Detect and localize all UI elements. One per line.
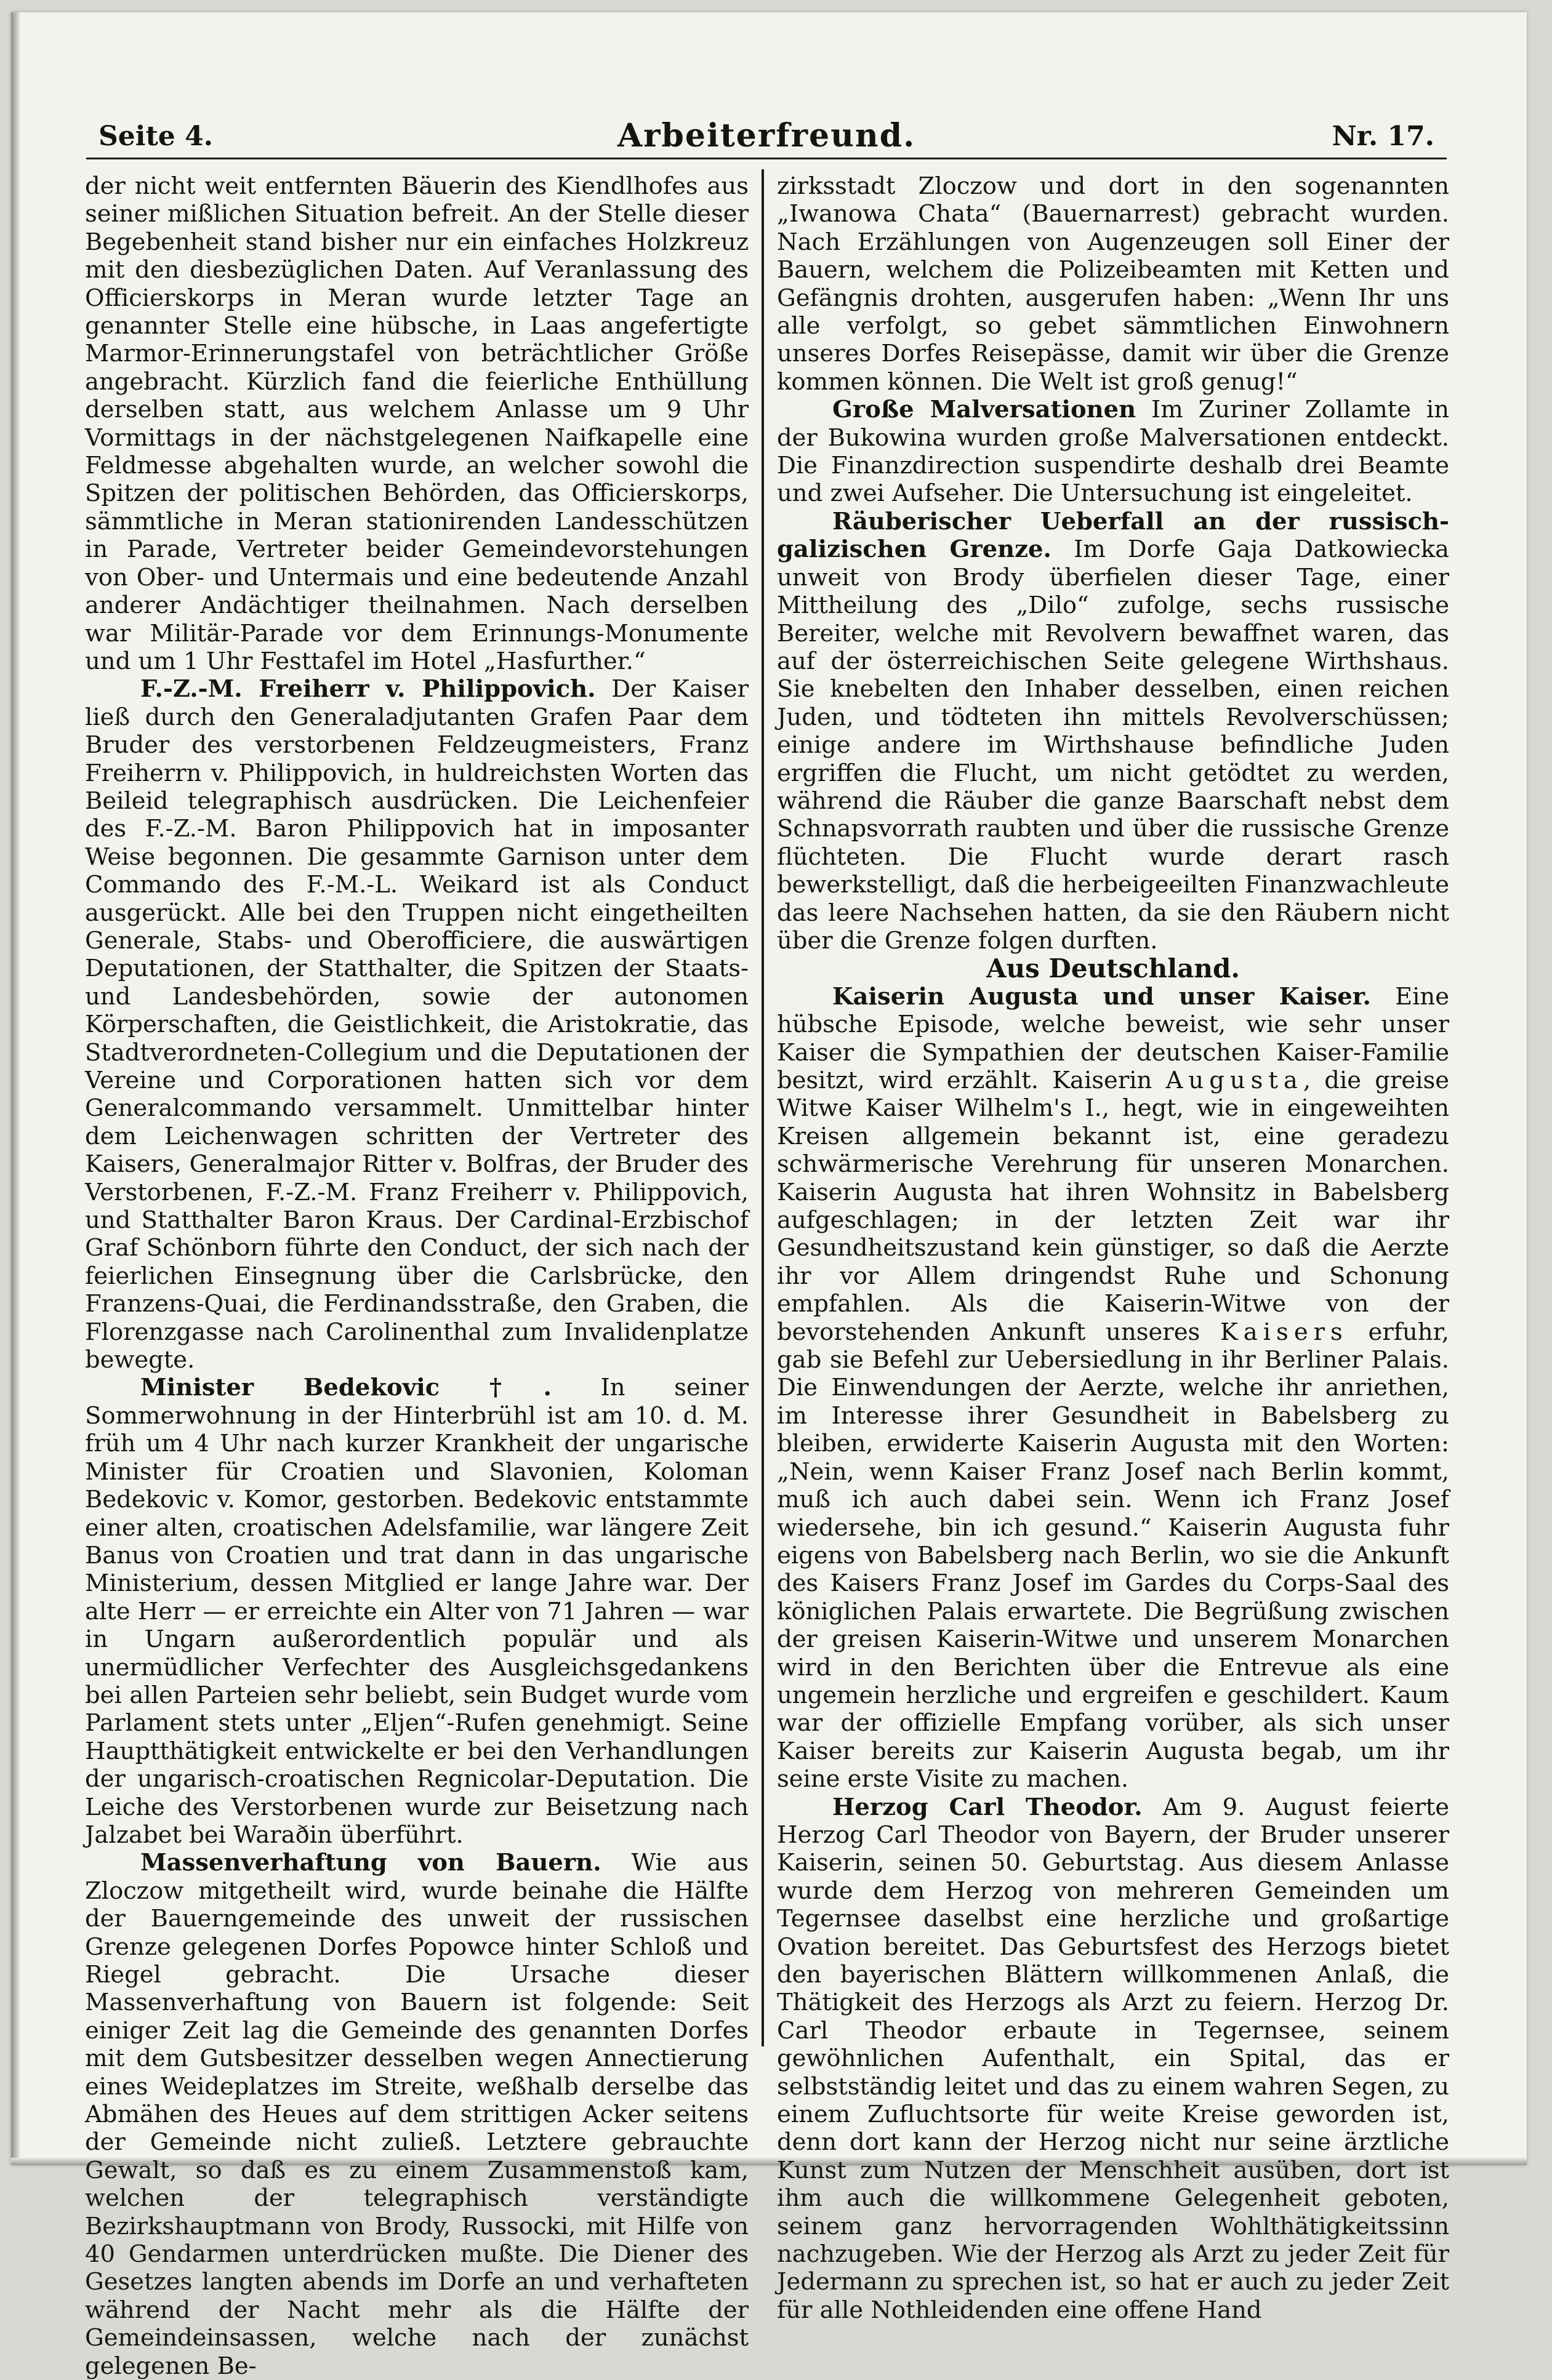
article-paragraph <box>777 396 1449 508</box>
left-column <box>85 172 749 2380</box>
article-heading: Massenverhaftung von Bauern. <box>140 1849 601 1877</box>
article-text: In seiner Sommerwohnung in der Hinterbrühl ist am 10. d. M. früh um 4 Uhr nach kurzer Krankheit der ungarische Minister für Croatien und Slavonien, Koloman Bedekovic v. Komor, gestorben. Bedekovic entstammte einer alten, croatischen Adelsfamilie, war längere Zeit Banus von Croatien und trat dann in das ungarische Ministerium, dessen Mitglied er lange Jahre war. Der alte Herr — er erreichte ein Alter von 71 Jahren — war in Ungarn außerordentlich populär und als unermüdlicher Verfechter des Ausgleichsgedankens bei allen Parteien sehr beliebt, sein Budget wurde vom Parlament stets unter „Eljen“-Rufen genehmigt. Seine Hauptthätigkeit entwickelte er bei den Verhandlungen der ungarisch-croatischen Regnicolar-Deputation. Die Leiche des Verstorbenen wurde zur Beisetzung nach Jalzabet bei Waraðin überführt. <box>85 1374 749 1849</box>
header-rule <box>86 158 1447 159</box>
article-paragraph <box>85 1849 749 2380</box>
issue-number: Nr. 17. <box>1332 121 1434 152</box>
article-heading: F.-Z.-M. Freiherr v. Philippovich. <box>140 675 596 703</box>
page-header <box>86 117 1447 160</box>
spaced-name: Kaisers <box>1220 1318 1348 1346</box>
article-paragraph <box>777 508 1449 955</box>
article-paragraph <box>85 1374 749 1849</box>
article-text: der nicht weit entfernten Bäuerin des Kiendlhofes aus seiner mißlichen Situation befreit. An der Stelle dieser Begebenheit stand bisher nur ein einfaches Holzkreuz mit den diesbezüglichen Daten. Auf Veranlassung des Officierskorps in Meran wurde letzter Tage an genannter Stelle eine hübsche, in Laas angefertigte Marmor-Erinnerungstafel von beträchtlicher Größe angebracht. Kürzlich fand die feierliche Enthüllung derselben statt, aus welchem Anlasse um 9 Uhr Vormittags in der nächstgelegenen Naifkapelle eine Feldmesse abgehalten wurde, an welcher sowohl die Spitzen der politischen Behörden, das Officierskorps, sämmtliche in Meran stationirenden Landesschützen in Parade, Vertreter beider Gemeindevorstehungen von Ober- und Untermais und eine bedeutende Anzahl anderer Andächtiger theilnahmen. Nach derselben war Militär-Parade vor dem Erinnungs-Monumente und um 1 Uhr Festtafel im Hotel „Hasfurther.“ <box>85 172 749 675</box>
article-text: erfuhr, gab sie Befehl zur Uebersiedlung in ihr Berliner Palais. Die Einwendungen der Aerzte, welche ihr anriethen, im Interesse ihrer Gesundheit in Babelsberg zu bleiben, erwiderte Kaiserin Augusta mit den Worten: „Nein, wenn Kaiser Franz Josef nach Berlin kommt, muß ich auch dabei sein. Wenn ich Franz Josef wiedersehe, bin ich gesund.“ Kaiserin Augusta fuhr eigens von Babelsberg nach Berlin, wo sie die Ankunft des Kaisers Franz Josef im Gardes du Corps-Saal des königlichen Palais erwartete. Die Begrüßung zwischen der greisen Kaiserin-Witwe und unserem Monarchen wird in den Berichten über die Entrevue als eine ungemein herzliche und ergreifen e geschildert. Kaum war der offizielle Empfang vorüber, als sich unser Kaiser bereits zur Kaiserin Augusta begab, um ihr seine erste Visite zu machen. <box>777 1318 1449 1793</box>
article-text: zirksstadt Zloczow und dort in den sogenannten „Iwanowa Chata“ (Bauernarrest) gebracht wurden. Nach Erzählungen von Augenzeugen soll Einer der Bauern, welchem die Polizeibeamten mit Ketten und Gefängnis drohten, ausgerufen haben: „Wenn Ihr uns alle verfolgt, so gebet sämmtlichen Einwohnern unseres Dorfes Reisepässe, damit wir über die Grenze kommen können. Die Welt ist groß genug!“ <box>777 172 1449 396</box>
article-heading: Herzog Carl Theodor. <box>832 1793 1143 1821</box>
page-number: Seite 4. <box>99 121 214 152</box>
article-text: Eine hübsche Episode, welche beweist, wie sehr unser Kaiser die Sympathien der deutschen Kaiser-Familie besitzt, wird erzählt. Kaiserin <box>777 982 1449 1094</box>
article-heading: Große Malversationen <box>832 396 1136 424</box>
article-text: Im Dorfe Gaja Datkowiecka unweit von Brody überfielen dieser Tage, einer Mittheilung des „Dilo“ zufolge, sechs russische Bereiter, welche mit Revolvern bewaffnet waren, das auf der österreichischen Seite gelegene Wirthshaus. Sie knebelten den Inhaber desselben, einen reichen Juden, und tödteten ihn mittels Revolverschüssen; einige andere im Wirthshause befindliche Juden ergriffen die Flucht, um nicht getödtet zu werden, während die Räuber die ganze Baarschaft nebst dem Schnapsvorrath raubten und über die russische Grenze flüchteten. Die Flucht wurde derart rasch bewerkstelligt, daß die herbeigeeilten Finanzwachleute das leere Nachsehen hatten, da sie den Räubern nicht über die Grenze folgen durften. <box>777 535 1449 955</box>
article-text: , die greise Witwe Kaiser Wilhelm's I., hegt, wie in eingeweihten Kreisen allgemein bekannt ist, eine geradezu schwärmerische Verehrung für unseren Monarchen. Kaiserin Augusta hat ihren Wohnsitz in Babelsberg aufgeschlagen; in der letzten Zeit war ihr Gesundheitszustand kein günstiger, so daß die Aerzte ihr vor Allem dringendst Ruhe und Schonung empfahlen. Als die Kaiserin-Witwe von der bevorstehenden Ankunft unseres <box>777 1067 1449 1346</box>
column-divider <box>762 169 764 2046</box>
masthead-title: Arbeiterfreund. <box>617 117 916 154</box>
article-text: Wie aus Zloczow mitgetheilt wird, wurde beinahe die Hälfte der Bauerngemeinde des unweit der russischen Grenze gelegenen Dorfes Popowce hinter Schloß und Riegel gebracht. Die Ursache dieser Massenverhaftung von Bauern ist folgende: Seit einiger Zeit lag die Gemeinde des genannten Dorfes mit dem Gutsbesitzer desselben wegen Annectierung eines Weideplatzes im Streite, weßhalb derselbe das Abmähen des Heues auf dem strittigen Acker seitens der Gemeinde nicht zuließ. Letztere gebrauchte Gewalt, so daß es zu einem Zusammenstoß kam, welchen der telegraphisch verständigte Bezirkshauptmann von Brody, Russocki, mit Hilfe von 40 Gendarmen unterdrücken mußte. Die Diener des Gesetzes langten abends im Dorfe an und verhafteten während der Nacht mehr als die Hälfte der Gemeindeinsassen, welche nach der zunächst gelegenen Be- <box>85 1849 749 2380</box>
article-text: Am 9. August feierte Herzog Carl Theodor von Bayern, der Bruder unserer Kaiserin, seinen 50. Geburtstag. Aus diesem Anlasse wurde dem Herzog von mehreren Gemeinden um Tegernsee daselbst eine herzliche und großartige Ovation bereitet. Das Geburtsfest des Herzogs bietet den bayerischen Blättern willkommenen Anlaß, die Thätigkeit des Herzogs als Arzt zu feiern. Herzog Dr. Carl Theodor erbaute in Tegernsee, seinem gewöhnlichen Aufenthalt, ein Spital, das er selbstständig leitet und das zu einem wahren Segen, zu einem Zufluchtsorte für weite Kreise geworden ist, denn dort kann der Herzog nicht nur seine ärztliche Kunst zum Nutzen der Menschheit ausüben, dort ist ihm auch die willkommene Gelegenheit geboten, seinem ganz hervorragenden Wohlthätigkeitssinn nachzugeben. Wie der Herzog als Arzt zu jeder Zeit für Jedermann zu sprechen ist, so hat er auch zu jeder Zeit für alle Nothleidenden eine offene Hand <box>777 1793 1449 2324</box>
right-column <box>777 172 1449 2324</box>
article-heading: Kaiserin Augusta und unser Kaiser. <box>832 982 1371 1011</box>
article-heading: Räuberischer Ueberfall an der russisch-galizischen Grenze. <box>777 507 1449 564</box>
article-text: Im Zuriner Zollamte in der Bukowina wurden große Malversationen entdeckt. Die Finanzdirection suspendirte deshalb drei Beamte und zwei Aufseher. Die Untersuchung ist eingeleitet. <box>777 396 1449 508</box>
section-heading: Aus Deutschland. <box>986 953 1240 984</box>
article-heading: Minister Bedekovic †. <box>140 1374 552 1402</box>
article-paragraph <box>85 675 749 1374</box>
article-paragraph <box>777 1793 1449 2325</box>
article-paragraph <box>777 983 1449 1793</box>
scan-edge-shadow <box>11 12 20 2165</box>
article-text: Der Kaiser ließ durch den Generaladjutanten Grafen Paar dem Bruder des verstorbenen Feldzeugmeisters, Franz Freiherrn v. Philippovich, in huldreichsten Worten das Beileid telegraphisch ausdrücken. Die Leichenfeier des F.-Z.-M. Baron Philippovich hat in imposanter Weise begonnen. Die gesammte Garnison unter dem Commando des F.-M.-L. Weikard ist als Conduct ausgerückt. Alle bei den Truppen nicht eingetheilten Generale, Stabs- und Oberofficiere, die auswärtigen Deputationen, der Statthalter, die Spitzen der Staats- und Landesbehörden, sowie der autonomen Körperschaften, die Geistlichkeit, die Aristokratie, das Stadtverordneten-Collegium und die Deputationen der Vereine und Corporationen hatten sich vor dem Generalcommando versammelt. Unmittelbar hinter dem Leichenwagen schritten der Vertreter des Kaisers, Generalmajor Ritter v. Bolfras, der Bruder des Verstorbenen, F.-Z.-M. Franz Freiherr v. Philippovich, und Statthalter Baron Kraus. Der Cardinal-Erzbischof Graf Schönborn führte den Conduct, der sich nach der feierlichen Einsegnung über die Carlsbrücke, den Franzens-Quai, die Ferdinandsstraße, den Graben, die Florenzgasse nach Carolinenthal zum Invalidenplatze bewegte. <box>85 675 749 1374</box>
spaced-name: Augusta <box>1165 1067 1303 1094</box>
